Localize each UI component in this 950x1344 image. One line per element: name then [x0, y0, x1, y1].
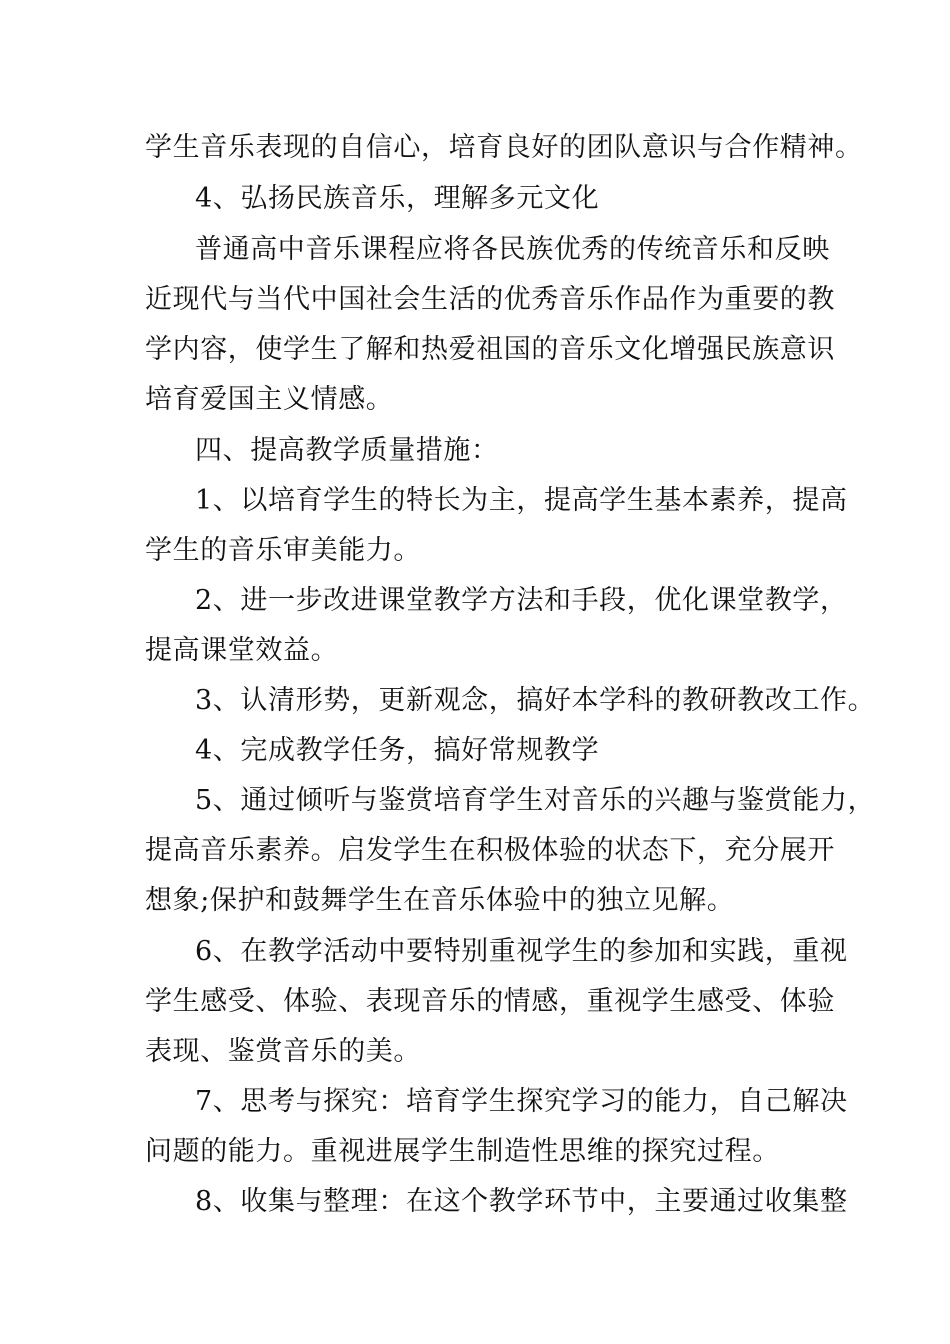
text-line: 学内容，使学生了解和热爱祖国的音乐文化增强民族意识: [145, 334, 835, 365]
text-line: 2、进一步改进课堂教学方法和手段，优化课堂教学，: [195, 585, 848, 616]
text-line: 1、以培育学生的特长为主，提高学生基本素养，提高: [195, 485, 848, 516]
text-line: 学生的音乐审美能力。: [145, 535, 421, 566]
text-line: 8、收集与整理：在这个教学环节中，主要通过收集整: [195, 1186, 848, 1217]
text-line: 培育爱国主义情感。: [145, 384, 394, 415]
text-line: 3、认清形势，更新观念，搞好本学科的教研教改工作。: [195, 685, 876, 716]
text-line: 学生感受、体验、表现音乐的情感，重视学生感受、体验: [145, 986, 835, 1017]
text-line: 问题的能力。重视进展学生制造性思维的探究过程。: [145, 1136, 780, 1167]
text-line: 6、在教学活动中要特别重视学生的参加和实践，重视: [195, 936, 848, 967]
text-line: 提高音乐素养。启发学生在积极体验的状态下，充分展开: [145, 835, 835, 866]
text-line: 学生音乐表现的自信心，培育良好的团队意识与合作精神。: [145, 132, 863, 163]
heading-line: 4、弘扬民族音乐，理解多元文化: [195, 183, 600, 214]
text-line: 想象;保护和鼓舞学生在音乐体验中的独立见解。: [145, 885, 735, 916]
text-line: 近现代与当代中国社会生活的优秀音乐作品作为重要的教: [145, 284, 835, 315]
text-line: 普通高中音乐课程应将各民族优秀的传统音乐和反映: [195, 234, 830, 265]
text-line: 提高课堂效益。: [145, 635, 339, 666]
text-line: 5、通过倾听与鉴赏培育学生对音乐的兴趣与鉴赏能力，: [195, 785, 876, 816]
section-heading: 四、提高教学质量措施：: [195, 435, 499, 466]
text-line: 7、思考与探究：培育学生探究学习的能力，自己解决: [195, 1086, 848, 1117]
text-line: 表现、鉴赏音乐的美。: [145, 1036, 421, 1067]
text-line: 4、完成教学任务，搞好常规教学: [195, 735, 600, 766]
